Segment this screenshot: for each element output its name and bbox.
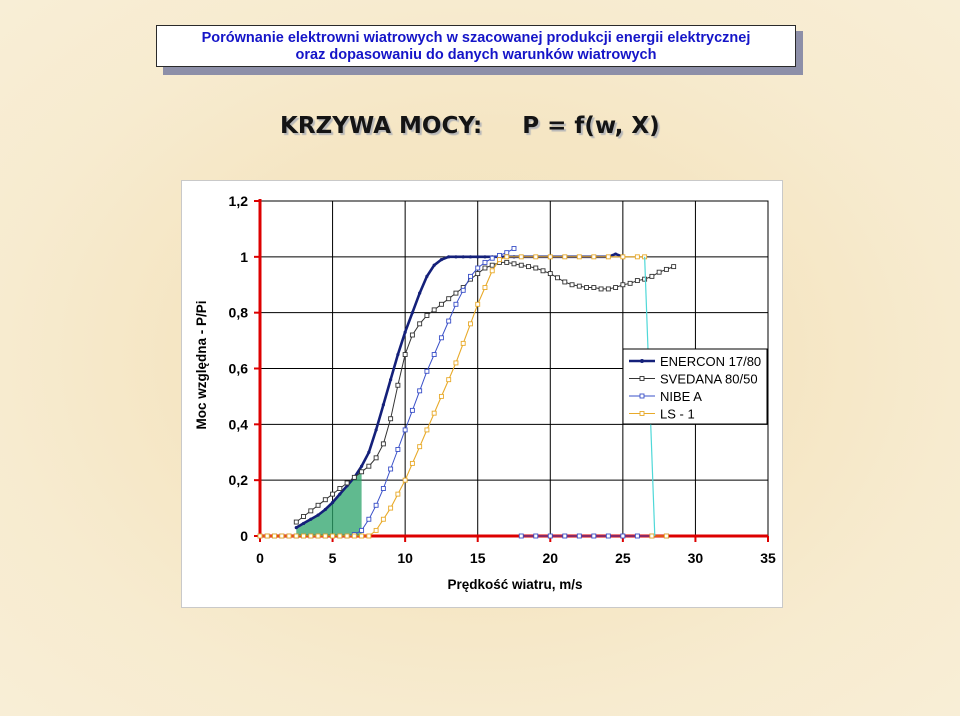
title-line-1: Porównanie elektrowni wiatrowych w szacowanej produkcji energii elektrycznej — [201, 30, 751, 46]
svedana-80-50-point — [345, 481, 349, 485]
ls-1-point — [294, 534, 298, 538]
legend — [623, 349, 767, 424]
nibe-a-point — [548, 534, 552, 538]
enercon-17-80-point — [331, 501, 334, 504]
svedana-80-50-point — [454, 291, 458, 295]
ls-1-point — [606, 255, 610, 259]
svedana-80-50-point — [635, 279, 639, 283]
svedana-80-50-point — [316, 503, 320, 507]
x-tick-label: 0 — [256, 550, 264, 566]
ls-1-point — [621, 255, 625, 259]
svedana-80-50-point — [628, 281, 632, 285]
y-tick-label: 0,2 — [228, 472, 248, 489]
chart-heading — [280, 113, 700, 149]
ls-1-point — [331, 534, 335, 538]
svedana-80-50-point — [309, 509, 313, 513]
legend-label-ls-1: LS - 1 — [660, 406, 695, 422]
svedana-80-50-point — [352, 475, 356, 479]
x-tick-label: 20 — [542, 550, 559, 566]
svedana-80-50-point — [505, 260, 509, 264]
enercon-17-80-point — [338, 493, 341, 496]
ls-1-point — [381, 517, 385, 521]
nibe-a-point — [389, 467, 393, 471]
svedana-80-50-point — [389, 417, 393, 421]
title-line-2: oraz dopasowaniu do danych warunków wiatrowych — [295, 47, 657, 63]
svedana-80-50-point — [418, 322, 422, 326]
enercon-17-80-point — [440, 258, 443, 261]
svedana-80-50-point — [410, 333, 414, 337]
enercon-17-80-point — [469, 255, 472, 258]
svedana-80-50-point — [527, 265, 531, 269]
ls-1-point — [664, 534, 668, 538]
ls-1-point — [323, 534, 327, 538]
ls-1-point — [280, 534, 284, 538]
svedana-80-50-point — [606, 287, 610, 291]
enercon-17-80-point — [411, 311, 414, 314]
ls-1-point — [592, 255, 596, 259]
legend-marker-ls-1 — [640, 412, 644, 416]
svedana-80-50-point — [585, 286, 589, 290]
ls-1-point — [447, 378, 451, 382]
ls-1-point — [258, 534, 262, 538]
legend-marker-svedana-80-50 — [640, 377, 644, 381]
svedana-80-50-point — [374, 456, 378, 460]
ls-1-point — [389, 506, 393, 510]
ls-1-point — [265, 534, 269, 538]
svedana-80-50-point — [621, 283, 625, 287]
svedana-80-50-point — [650, 274, 654, 278]
svedana-80-50-point — [403, 353, 407, 357]
enercon-17-80-point — [447, 255, 450, 258]
nibe-a-point — [563, 534, 567, 538]
x-tick-label: 25 — [615, 550, 631, 566]
ls-1-point — [338, 534, 342, 538]
svedana-80-50-point — [563, 280, 567, 284]
ls-1-point — [635, 255, 639, 259]
nibe-a-point — [505, 251, 509, 255]
enercon-17-80-point — [462, 255, 465, 258]
nibe-a-point — [476, 266, 480, 270]
enercon-17-80-point — [389, 378, 392, 381]
nibe-a-point — [374, 503, 378, 507]
nibe-a-point — [403, 428, 407, 432]
enercon-17-80-point — [396, 353, 399, 356]
ls-1-point — [490, 269, 494, 273]
ls-1-point — [534, 255, 538, 259]
enercon-17-80-point — [614, 252, 617, 255]
legend-marker-enercon-17-80 — [640, 359, 644, 363]
legend-label-svedana-80-50: SVEDANA 80/50 — [660, 371, 758, 387]
svedana-80-50-point — [614, 286, 618, 290]
y-tick-label: 0,6 — [228, 360, 248, 377]
nibe-a-point — [461, 288, 465, 292]
nibe-a-point — [577, 534, 581, 538]
x-tick-label: 15 — [469, 550, 486, 566]
x-tick-label: 30 — [687, 550, 704, 566]
nibe-a-point — [512, 246, 516, 250]
svedana-80-50-point — [439, 302, 443, 306]
y-tick-label: 1,2 — [228, 193, 248, 209]
enercon-17-80-point — [483, 255, 486, 258]
x-axis-label: Prędkość wiatru, m/s — [447, 577, 583, 592]
nibe-a-point — [439, 336, 443, 340]
ls-1-point — [367, 534, 371, 538]
ls-1-point — [374, 528, 378, 532]
svedana-80-50-point — [483, 266, 487, 270]
nibe-a-point — [468, 274, 472, 278]
svedana-80-50-point — [381, 442, 385, 446]
ls-1-point — [439, 394, 443, 398]
title-box — [156, 25, 796, 67]
svedana-80-50-point — [599, 287, 603, 291]
ls-1-point — [650, 534, 654, 538]
ls-1-point — [483, 286, 487, 290]
svedana-80-50-point — [490, 263, 494, 267]
nibe-a-point — [410, 408, 414, 412]
chart-heading-label: KRZYWA MOCY: — [280, 113, 483, 139]
ls-1-point — [396, 492, 400, 496]
svedana-80-50-point — [512, 262, 516, 266]
legend-label-nibe-a: NIBE A — [660, 389, 702, 404]
enercon-17-80-point — [476, 255, 479, 258]
svedana-80-50-point — [302, 514, 306, 518]
power-curve-chart — [182, 181, 782, 607]
svedana-80-50-point — [541, 269, 545, 273]
ls-1-point — [403, 478, 407, 482]
enercon-17-80-point — [433, 264, 436, 267]
enercon-17-80-point — [454, 255, 457, 258]
legend-marker-nibe-a — [640, 394, 644, 398]
svedana-80-50-point — [396, 383, 400, 387]
x-tick-label: 5 — [328, 550, 337, 566]
chart-heading-formula: P = f(w, X) — [522, 113, 660, 139]
svedana-80-50-point — [323, 498, 327, 502]
chart-frame — [181, 180, 783, 608]
nibe-a-point — [497, 253, 501, 257]
ls-1-point — [563, 255, 567, 259]
svedana-80-50-point — [534, 266, 538, 270]
ls-1-point — [432, 411, 436, 415]
ls-1-point — [410, 461, 414, 465]
ls-1-point — [287, 534, 291, 538]
nibe-a-point — [454, 302, 458, 306]
enercon-17-80-point — [295, 526, 298, 529]
y-tick-label: 0,8 — [228, 304, 248, 321]
svedana-80-50-point — [592, 286, 596, 290]
legend-label-enercon-17-80: ENERCON 17/80 — [660, 354, 762, 369]
ls-1-point — [497, 258, 501, 262]
ls-1-point — [476, 302, 480, 306]
nibe-a-point — [592, 534, 596, 538]
nibe-a-point — [360, 528, 364, 532]
ls-1-point — [505, 255, 509, 259]
nibe-a-point — [432, 353, 436, 357]
enercon-17-80-point — [316, 513, 319, 516]
nibe-a-point — [635, 534, 639, 538]
nibe-a-point — [381, 487, 385, 491]
nibe-a-point — [490, 256, 494, 260]
nibe-a-point — [396, 447, 400, 451]
svedana-80-50-point — [338, 487, 342, 491]
nibe-a-point — [621, 534, 625, 538]
enercon-17-80-point — [418, 292, 421, 295]
svedana-80-50-point — [425, 313, 429, 317]
ls-1-point — [468, 322, 472, 326]
svedana-80-50-point — [331, 492, 335, 496]
svedana-80-50-point — [447, 297, 451, 301]
svedana-80-50-point — [664, 267, 668, 271]
nibe-a-point — [447, 319, 451, 323]
enercon-17-80-point — [367, 451, 370, 454]
enercon-17-80-point — [302, 522, 305, 525]
enercon-17-80-point — [309, 518, 312, 521]
nibe-a-point — [483, 260, 487, 264]
svedana-80-50-point — [360, 470, 364, 474]
svedana-80-50-point — [476, 272, 480, 276]
ls-1-point — [548, 255, 552, 259]
nibe-a-point — [534, 534, 538, 538]
ls-1-point — [461, 341, 465, 345]
svedana-80-50-point — [672, 265, 676, 269]
svedana-80-50-point — [556, 276, 560, 280]
nibe-a-point — [425, 369, 429, 373]
svedana-80-50-point — [294, 520, 298, 524]
svedana-80-50-point — [519, 263, 523, 267]
y-tick-label: 1 — [240, 248, 248, 265]
nibe-a-point — [367, 517, 371, 521]
ls-1-point — [345, 534, 349, 538]
nibe-a-point — [519, 534, 523, 538]
ls-1-point — [454, 361, 458, 365]
enercon-17-80-point — [382, 403, 385, 406]
ls-1-point — [425, 428, 429, 432]
enercon-17-80-point — [360, 465, 363, 468]
svedana-80-50-point — [657, 270, 661, 274]
enercon-17-80-point — [324, 508, 327, 511]
svedana-80-50-point — [577, 284, 581, 288]
ls-1-point — [352, 534, 356, 538]
enercon-17-80-point — [375, 428, 378, 431]
enercon-17-80-point — [425, 275, 428, 278]
y-axis-label: Moc względna - P/Pi — [194, 300, 209, 430]
enercon-17-80-point — [404, 331, 407, 334]
ls-1-point — [309, 534, 313, 538]
x-tick-label: 35 — [760, 550, 776, 566]
ls-1-point — [302, 534, 306, 538]
ls-1-point — [418, 445, 422, 449]
ls-1-point — [519, 255, 523, 259]
y-tick-label: 0 — [240, 528, 248, 544]
svedana-80-50-point — [570, 283, 574, 287]
svedana-80-50-point — [367, 464, 371, 468]
ls-1-point — [316, 534, 320, 538]
y-tick-label: 0,4 — [228, 416, 248, 433]
ls-1-point — [360, 534, 364, 538]
svedana-80-50-point — [432, 308, 436, 312]
nibe-a-point — [606, 534, 610, 538]
x-tick-label: 10 — [397, 550, 413, 566]
svedana-80-50-point — [548, 272, 552, 276]
ls-1-point — [273, 534, 277, 538]
nibe-a-point — [418, 389, 422, 393]
ls-1-point — [577, 255, 581, 259]
